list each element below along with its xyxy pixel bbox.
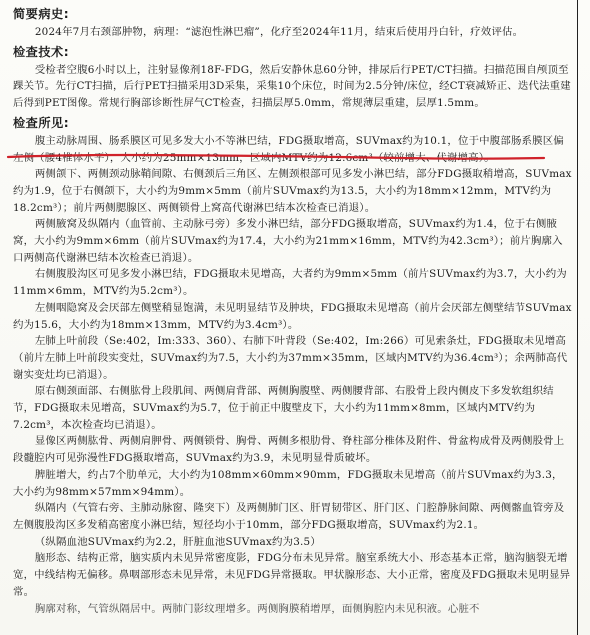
finding-paragraph: 纵隔内（气管右旁、主肺动脉窗、隆突下）及两侧肺门区、肝胃韧带区、肝门区、门腔静脉间隙、两侧髂血管旁及左侧腹股沟区多发稍高密度小淋巴结，短径均小于10mm，部分FDG摄取增高，SUVmax约为2.1。 (13, 502, 565, 531)
technique-section (13, 42, 573, 111)
history-heading: 简要病史: (13, 7, 70, 21)
findings-section (13, 113, 573, 617)
finding-paragraph: 两侧颌下、两侧颈动脉鞘间隙、右侧颈后三角区、左侧颈根部可见多发小淋巴结，部分FDG摄取稍增高，SUVmax约为1.9，位于右侧颌下，大小约为9mm×5mm（前片SUVmax约为13.5，大小约为18mm×12mm，MTV约为18.2cm³）；前片两侧腮腺区、两侧锁骨上窝高代谢淋巴结本次检查已消退）。 (13, 168, 572, 214)
finding-paragraph: 脑形态、结构正常，脑实质内未见异常密度影，FDG分布未见异常。脑室系统大小、形态基本正常，脑沟脑裂无增宽，中线结构无偏移。鼻咽部形态未见异常，未见FDG异常摄取。甲状腺形态、大小正常，密度及FDG摄取未见明显异常。 (13, 552, 571, 598)
finding-paragraph: 显像区两侧肱骨、两侧肩胛骨、两侧锁骨、胸骨、两侧多根肋骨、脊柱部分椎体及附件、骨盆构成骨及两侧股骨上段髓腔内可见弥漫性FDG摄取增高，SUVmax约为3.9，未见明显骨质破坏。 (13, 435, 565, 465)
finding-paragraph: 胸廓对称，气管纵隔居中。两肺门影纹理增多。两侧胸膜稍增厚，面侧胸腔内未见积液。心脏不 (34, 602, 480, 615)
finding-paragraph: 腹主动脉周围、肠系膜区可见多发大小不等淋巴结，FDG摄取增高，SUVmax约为10.1，位于中腹部肠系膜区偏左侧（腰4椎体水平），大小约为25mm×13mm，区域内MTV约为12.6cm³（较前增大、代谢增高）。 (13, 134, 564, 164)
findings-list (13, 133, 573, 617)
finding-paragraph: 右侧腹股沟区可见多发小淋巴结，FDG摄取未见增高，大者约为9mm×5mm（前片SUVmax约为3.7，大小约为11mm×6mm，MTV约为5.2cm³）。 (13, 268, 567, 298)
finding-paragraph: 两侧腋窝及纵隔内（血管前、主动脉弓旁）多发小淋巴结，部分FDG摄取增高，SUVmax约为1.4，位于右侧腋窝，大小约为9mm×6mm（前片SUVmax约为17.4，大小约为21mm×16mm，MTV约为42.3cm³）；前片胸廓入口两侧高代谢淋巴结本次检查已消退）。 (13, 218, 563, 264)
history-text: 2024年7月右颈部肿物，病理：“滤泡性淋巴瘤”，化疗至2024年11月，结束后使用丹白针，疗效评估。 (34, 26, 524, 38)
finding-paragraph: （纵隔血池SUVmax约为2.2，肝脏血池SUVmax约为3.5） (34, 535, 321, 548)
finding-paragraph: 左肺上叶前段（Se:402，Im:333、360）、右肺下叶背段（Se:402，Im:266）可见索条灶，FDG摄取未见增高（前片左肺上叶前段实变灶，SUVmax约为7.5，大小约为37mm×35mm，区域内MTV约为36.4cm³）；余两肺高代谢实变灶均已消退）。 (13, 335, 568, 381)
finding-paragraph: 左侧咽隐窝及会厌部左侧壁稍显饱满，未见明显结节及肿块，FDG摄取未见增高（前片会厌部左侧壁结节SUVmax约为15.6，大小约为18mm×13mm，MTV约为3.4cm³）。 (13, 301, 572, 331)
finding-paragraph: 脾脏增大，约占7个肋单元，大小约为108mm×60mm×90mm，FDG摄取未见增高（前片SUVmax约为3.3，大小约为98mm×57mm×94mm）。 (13, 468, 563, 498)
finding-paragraph: 原右侧颈面部、右侧肱骨上段肌间、两侧肩背部、两侧胸腹壁、两侧腰背部、右股骨上段内侧皮下多发软组织结节，FDG摄取未见增高，SUVmax约为5.7，位于前正中腹壁皮下，大小约为11mm×8mm，区域内MTV约为7.2cm³，本次检查均已消退）。 (13, 385, 554, 431)
page-edge-line (577, 0, 578, 635)
technique-text: 受检者空腹6小时以上，注射显像剂18F-FDG，然后安静休息60分钟，排尿后行PET/CT扫描。扫描范围自颅顶至踝关节。先行CT扫描，后行PET扫描采用3D采集，采集10个床位，时间为2.5分钟/床位，经CT衰减矫正、迭代法重建后得到PET图像。常规行胸部诊断性屏气CT检查，扫描层厚5.0mm，常规薄层重建，层厚1.5mm。 (13, 64, 571, 109)
findings-heading: 检查所见: (13, 115, 70, 130)
technique-heading: 检查技术: (13, 45, 70, 60)
history-section (13, 4, 573, 40)
report-content (13, 4, 573, 619)
